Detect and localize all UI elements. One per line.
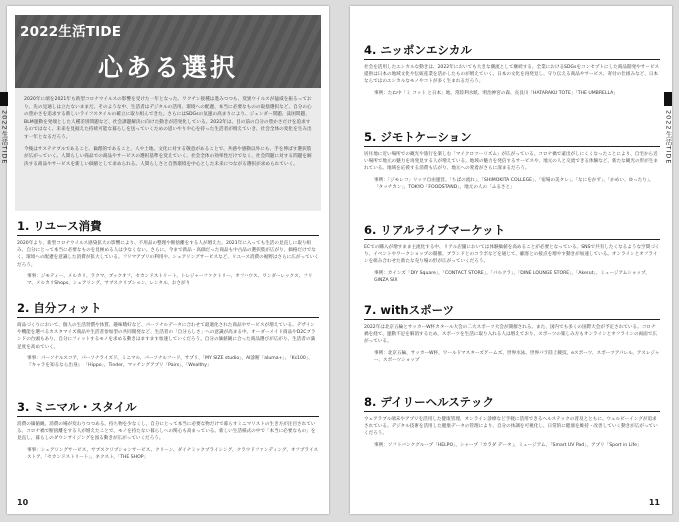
section-body: ECでの購入が増すまま主流化する中、リアル店舗においては体験価値を高めることが必要となっている。SNSで共有したくなるような空間づくり、イベントやワークショップの開催、ブランドとのコラボなどを通じて、顧客との接点を増やす動きが加速している。オンラインとオフラインを組み合わせた新たな売り場の形が広がっていくだろう。 (364, 245, 660, 265)
page-number: 11 (648, 498, 660, 507)
section-self-fit (17, 300, 319, 369)
section-cases: 事事：ジモティー、メルカリ、ラクマ、ブックオフ、セカンドストリート、トレジャーファクトリー、オフハウス、ワンダーレックス、フリマ、メルカリShops、シェアリング、サブスクリプション、レンタル、おさがり (27, 273, 313, 287)
section-heading: 5. ジモトケーション (364, 129, 660, 147)
section-heading: 3. ミニマル・スタイル (17, 399, 319, 417)
tab-marker (0, 92, 8, 106)
section-heading: 6. リアルライブマーケット (364, 222, 660, 240)
section-real-live-market (364, 222, 660, 284)
section-body: 2022年は北京五輪とサッカーW杯カタール大会の二大スポーツ大会が開催される。また、国内でも多くの国際大会が予定されている。コロナ禍を経て、運動不足を解消するため、スポーツを生活に取り入れる人は増えており、スポーツの楽しみ方もオンラインとオフラインの両面で広がっている。 (364, 325, 657, 345)
side-tab-label: 2022生活TIDE (0, 110, 9, 165)
tab-marker (664, 92, 672, 106)
section-heading: 8. デイリーヘルステック (364, 394, 660, 412)
intro-paragraph-1: 2020年に端を2021年も新型コロナウイルスの影響を受けた一年となった。ワクチン接種は進みつつも、変異ウイルスが猛威を振るっており、先の見通しは立たないままだ。そのような中、生活者はデジタルの活用、環境への配慮、本当に必要なものの取捨選択など、自分の心の豊かさを追求する新しいライフスタイルの確立に取り組んできた。さらにはSDGsの気運の高まりにより、ジェンダー問題、貧困問題、BLM運動を発端とした人種差別問題など、社会課題解決に向けた動きが活発化している。2022年は、目の前の自分の豊かさだけを追求するのではなく、未来を見据えた持続可能な暮らしを送っていくための思いやりや心を持った生活者が増えていき、社会全体の変化を生み出す一年となるだろう。 (24, 97, 312, 140)
section-body: 2020年より、新型コロナウイルス感染拡大の影響により、不用品の整理や断捨離をする人が増えた。2021年に入っても生活の見直しに取り組み、自分にとって本当に必要なものを見極める人は少なくない。さらに、今まで新品・高価だった商品も中古品の選択肢が広がり、価格だけでなく、環境への配慮を意識した消費が拡大している。フリマアプリの利用や、シェアリングサービスなど、リユース消費の裾野はさらに広がっていくだろう。 (17, 241, 319, 268)
section-body: ウェアラブル端末やアプリを活用した健康管理、オンライン診療など手軽に活用できるヘルステックの普及とともに、ウェルビーイングが追求されている。デジタル技術を活用した健康データの管理により、自分の体調を可視化し、日常的に健康を維持・改善していく動きが広がっていくだろう。 (364, 417, 658, 437)
section-cases: 事例：たね中「ミ コット と日本」地、常陸利水紙、明治神宮の森、長良川「HATARAKU TOTE」「THE UMBRELLA」 (374, 90, 618, 96)
section-heading: 2. 自分フィット (17, 300, 319, 318)
section-cases: 事事：パーソナルスコア、パーソナライズド、ミニマル、パーソナルフード、サプリ、「MY SIZE studio」、AI診断「aluma+」、「Ks100」、『キャラを知るなら出身』 「Hippo」、Tinder、マッチングアプリ「Pairs」、「Wealthy」 (27, 355, 313, 369)
side-tab-right (664, 92, 672, 167)
section-body: 社会を活用したエシカルな動きは、2022年においても大きな潮流として継続する。全業におけるSDGsをコンセプトにした商品開発やサービス提供は日本の地域文化や伝統産業を活かしたものが増えていく。日本の文化を再発見し、守り伝える商品やサービス、寄付の仕組みなど、日本ならではのエシカルなモノやコトが多く生まれるだろう。 (364, 65, 660, 85)
section-cases: 事例：カインズ「DIY Square」、「CONTACT STORE」、「パルクラ」、「DINE LOUNGE STORE」、「Akerut」、ミュージアムショップ、GINZA SIX (374, 270, 650, 283)
section-daily-healthtech (364, 394, 660, 449)
right-page (350, 6, 672, 514)
section-cases: 事事：シェアリングサービス、サブスクリプションサービス、クリーン、ダイナミックプライシング、クラウドファンディング、オフプライスストア、「セカンドストリート」、ネクスト、「THE SHOP」 (27, 447, 319, 460)
section-body: 商品づくりにおいて、個人の生活習慣や体質、趣味嗜好など、パーソナルデータに合わせて最適化された商品やサービスが増えている。デザインや機能を選べるカスタマイズ商品や生活者参加型の共同開発など、生活者の「自分らしさ」への意識が高まる中、オーダーメイド商品やD2Cブランドの台頭もあり、自分にフィットするモノを求める動きはますます加速していくだろう。自分の価値観に合った商品選びが広がり、生活者の満足度を高めていく。 (17, 323, 316, 350)
section-body: 居住地に近い場所での観光や旅行を楽しむ「マイクロツーリズム」が広がっている。コロナ禍で遠出がしにくくなったことにより、自宅から近い場所で地元の魅力を再発見する人が増えている。地域の魅力を発信するサービスや、地元の人と交流できる体験など、新たな観光の形が生まれている。地域を応援する消費も広がり、地元への愛着がさらに深まるだろう。 (364, 152, 658, 172)
page-number: 10 (17, 498, 29, 507)
banner-title: 2022生活TIDE (20, 24, 122, 40)
intro-box (15, 88, 321, 211)
left-page (7, 6, 329, 514)
section-cases: 事例：北京五輪、サッカーW杯、ワールドマスターズゲームズ、世界水泳、世界パラ陸上競技、eスポーツ、スポーツアパレル、アスレジャー、スポーツショップ (374, 350, 660, 363)
section-heading: 7. withスポーツ (364, 302, 660, 320)
side-tab-label: 2022生活TIDE (664, 110, 673, 165)
section-cases: 事例：「ジモレコ」リッツ自由運営、「ちばの流れ」、「SHIMOKITA COLLEGE」、「宿場の美タレ」、「なにをかず」、「かめい、ゆったり」、「タッチカン」、TOKYO「FOODSTAND」、地元の人の「ふるさと」 (374, 177, 654, 190)
side-tab-left (0, 92, 8, 167)
banner-subtitle: 心ある選択 (97, 53, 238, 82)
intro-paragraph-2: 今後はサステナブルであること、倫理的であること、人や土地、文化に対する敬意があることで、共感や感動以外にも、手を伸ばす選択肢が広がっていく。人間らしい商品での商品やサービスの選択基準を変えていく、社会全体の効率性だけでなく、社会問題に対する問題を解決する商品やサービスを新しい価値として求められる。人間らしさと自然環境を中心とした未来につながる選択が求められていく。 (24, 146, 312, 167)
section-nippon-ethical (364, 42, 660, 97)
header-banner (15, 15, 321, 88)
section-heading: 1. リユース消費 (17, 218, 319, 236)
section-reuse (17, 218, 319, 287)
section-body: 消費の価値観、消費の場が変わりつつある。持ち物を少なくし、自分にとって本当に必要な物だけで暮らすミニマリストの生き方が注目されている。コロナ禍で断捨離をする人が増えたことで、モノを持たない暮らしへの関心も高まっている。新しい生活様式の中で「本当に必要なもの」を見直し、暮らしのダウンサイジングを図る動きが広がっていくだろう。 (17, 422, 316, 442)
section-heading: 4. ニッポンエシカル (364, 42, 660, 60)
section-minimal-style (17, 399, 319, 461)
section-cases: 事例：ソフトバンクグループ「HELPO」、シャープ「カラダ データ」、ミュージアム、「Smart UV Pad」、アプリ「Sport in Life」 (374, 442, 642, 448)
section-with-sports (364, 302, 660, 364)
section-jimoto-cation (364, 129, 660, 191)
